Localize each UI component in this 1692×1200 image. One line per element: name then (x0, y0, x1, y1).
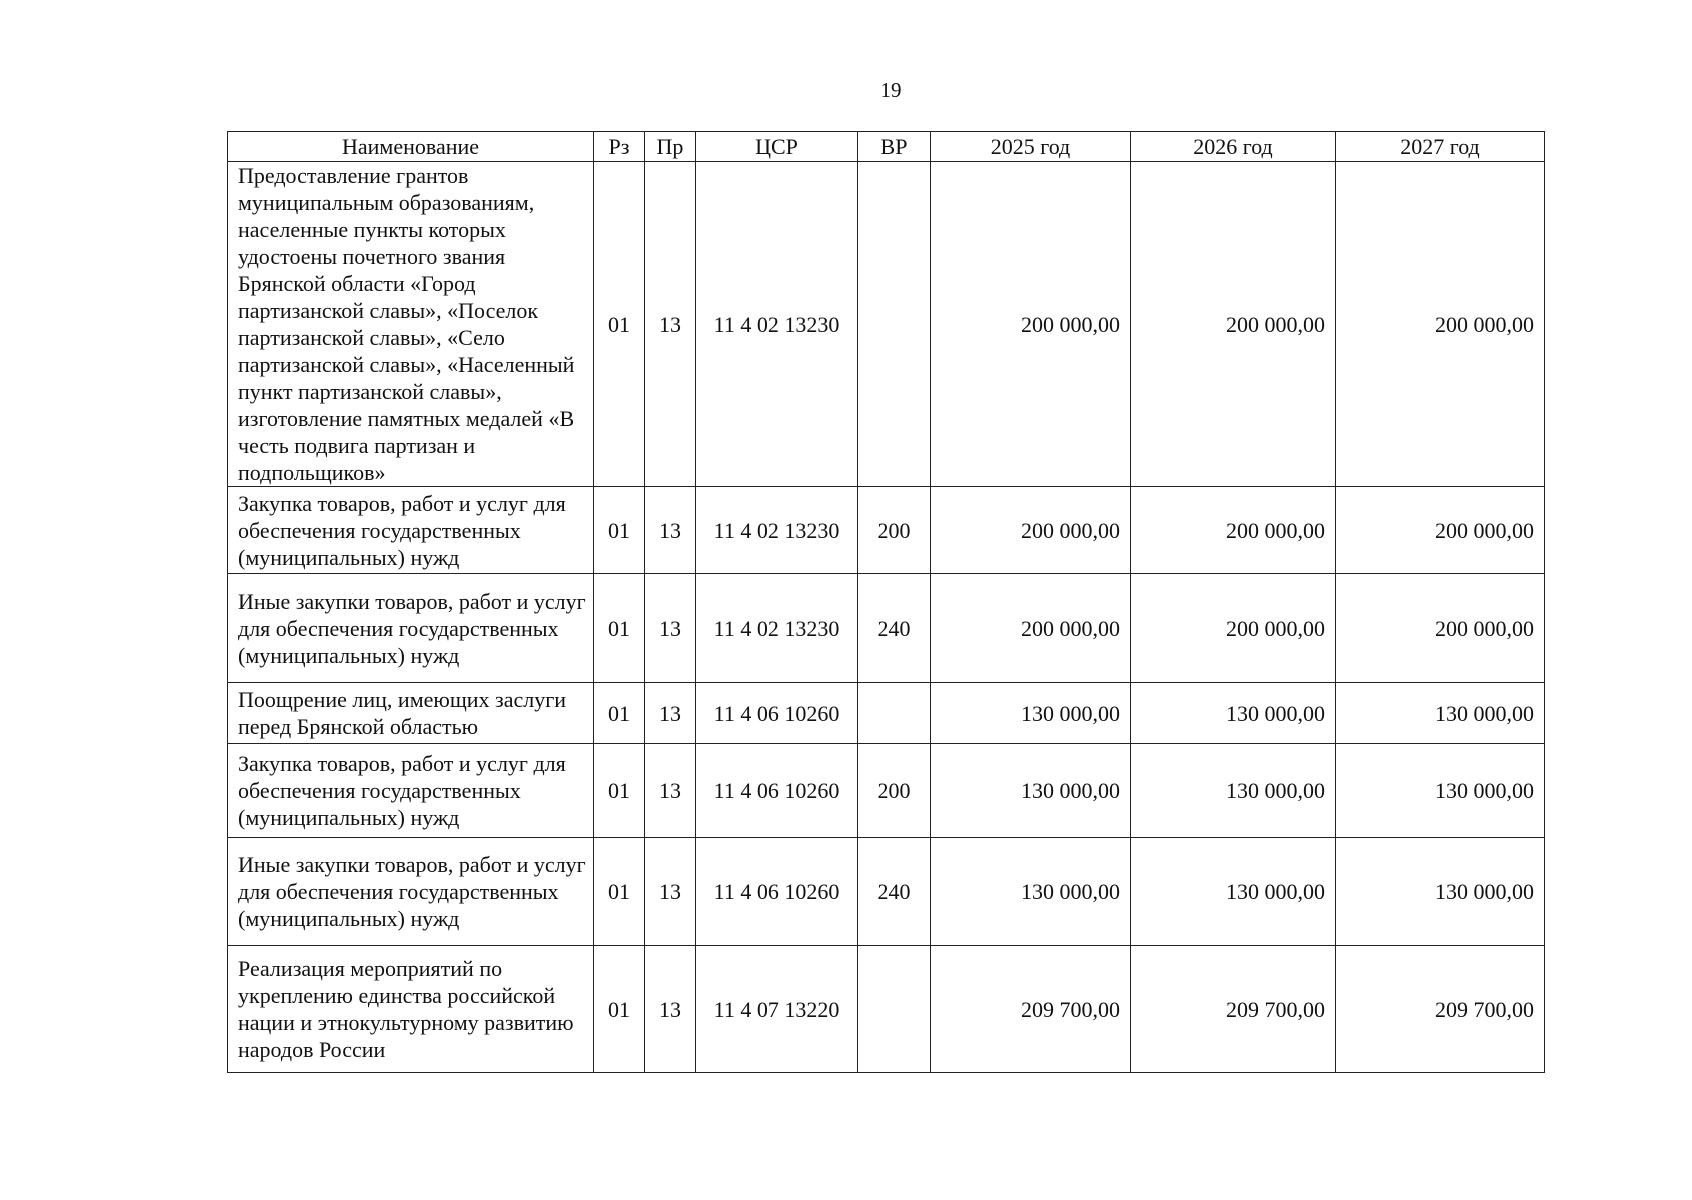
cell-csr: 11 4 07 13220 (696, 946, 858, 1073)
page-number: 19 (880, 78, 902, 102)
cell-vr (858, 162, 931, 487)
cell-2027: 130 000,00 (1336, 744, 1545, 838)
table-row (228, 574, 1545, 683)
cell-pr: 13 (645, 838, 696, 946)
cell-pr: 13 (645, 487, 696, 574)
cell-name: Реализация мероприятий по укреплению единства российской нации и этнокультурному развитию народов России (228, 946, 594, 1073)
cell-vr: 240 (858, 838, 931, 946)
cell-2025: 130 000,00 (931, 683, 1131, 744)
header-pr: Пр (645, 132, 696, 162)
header-rz: Рз (594, 132, 645, 162)
cell-vr: 200 (858, 744, 931, 838)
cell-2027: 200 000,00 (1336, 574, 1545, 683)
cell-name: Предоставление грантов муниципальным образованиям, населенные пункты которых удостоены почетного звания Брянской области «Город партизанской славы», «Поселок партизанской славы», «Село партизанской славы», «Населенный пункт партизанской славы», изготовление памятных медалей «В честь подвига партизан и подпольщиков» (228, 162, 594, 487)
cell-2025: 200 000,00 (931, 162, 1131, 487)
cell-pr: 13 (645, 946, 696, 1073)
cell-name: Иные закупки товаров, работ и услуг для обеспечения государственных (муниципальных) нужд (228, 574, 594, 683)
cell-csr: 11 4 02 13230 (696, 162, 858, 487)
table-header-row (228, 132, 1545, 162)
cell-csr: 11 4 06 10260 (696, 744, 858, 838)
header-2026: 2026 год (1131, 132, 1336, 162)
header-csr: ЦСР (696, 132, 858, 162)
cell-name: Закупка товаров, работ и услуг для обеспечения государственных (муниципальных) нужд (228, 744, 594, 838)
table-row (228, 683, 1545, 744)
cell-2025: 130 000,00 (931, 838, 1131, 946)
table-row (228, 946, 1545, 1073)
budget-table (227, 131, 1545, 1073)
cell-2027: 200 000,00 (1336, 487, 1545, 574)
cell-2026: 130 000,00 (1131, 683, 1336, 744)
cell-rz: 01 (594, 744, 645, 838)
cell-vr (858, 683, 931, 744)
cell-rz: 01 (594, 683, 645, 744)
table-row (228, 838, 1545, 946)
cell-2027: 200 000,00 (1336, 162, 1545, 487)
table-row (228, 162, 1545, 487)
cell-csr: 11 4 02 13230 (696, 574, 858, 683)
cell-2026: 130 000,00 (1131, 838, 1336, 946)
header-name: Наименование (228, 132, 594, 162)
cell-2026: 200 000,00 (1131, 162, 1336, 487)
cell-name: Иные закупки товаров, работ и услуг для обеспечения государственных (муниципальных) нужд (228, 838, 594, 946)
cell-vr: 200 (858, 487, 931, 574)
cell-csr: 11 4 06 10260 (696, 683, 858, 744)
cell-2026: 200 000,00 (1131, 574, 1336, 683)
cell-csr: 11 4 02 13230 (696, 487, 858, 574)
cell-2026: 209 700,00 (1131, 946, 1336, 1073)
table-row (228, 487, 1545, 574)
cell-pr: 13 (645, 574, 696, 683)
header-2027: 2027 год (1336, 132, 1545, 162)
cell-2025: 130 000,00 (931, 744, 1131, 838)
header-2025: 2025 год (931, 132, 1131, 162)
cell-rz: 01 (594, 574, 645, 683)
cell-rz: 01 (594, 946, 645, 1073)
cell-2025: 209 700,00 (931, 946, 1131, 1073)
cell-2026: 130 000,00 (1131, 744, 1336, 838)
cell-name: Закупка товаров, работ и услуг для обеспечения государственных (муниципальных) нужд (228, 487, 594, 574)
cell-pr: 13 (645, 744, 696, 838)
cell-rz: 01 (594, 162, 645, 487)
header-vr: ВР (858, 132, 931, 162)
cell-csr: 11 4 06 10260 (696, 838, 858, 946)
cell-2027: 130 000,00 (1336, 683, 1545, 744)
cell-2025: 200 000,00 (931, 574, 1131, 683)
cell-vr: 240 (858, 574, 931, 683)
cell-2027: 130 000,00 (1336, 838, 1545, 946)
cell-2026: 200 000,00 (1131, 487, 1336, 574)
cell-2025: 200 000,00 (931, 487, 1131, 574)
cell-vr (858, 946, 931, 1073)
cell-pr: 13 (645, 683, 696, 744)
cell-2027: 209 700,00 (1336, 946, 1545, 1073)
cell-name: Поощрение лиц, имеющих заслуги перед Брянской областью (228, 683, 594, 744)
cell-rz: 01 (594, 487, 645, 574)
cell-rz: 01 (594, 838, 645, 946)
table-row (228, 744, 1545, 838)
cell-pr: 13 (645, 162, 696, 487)
